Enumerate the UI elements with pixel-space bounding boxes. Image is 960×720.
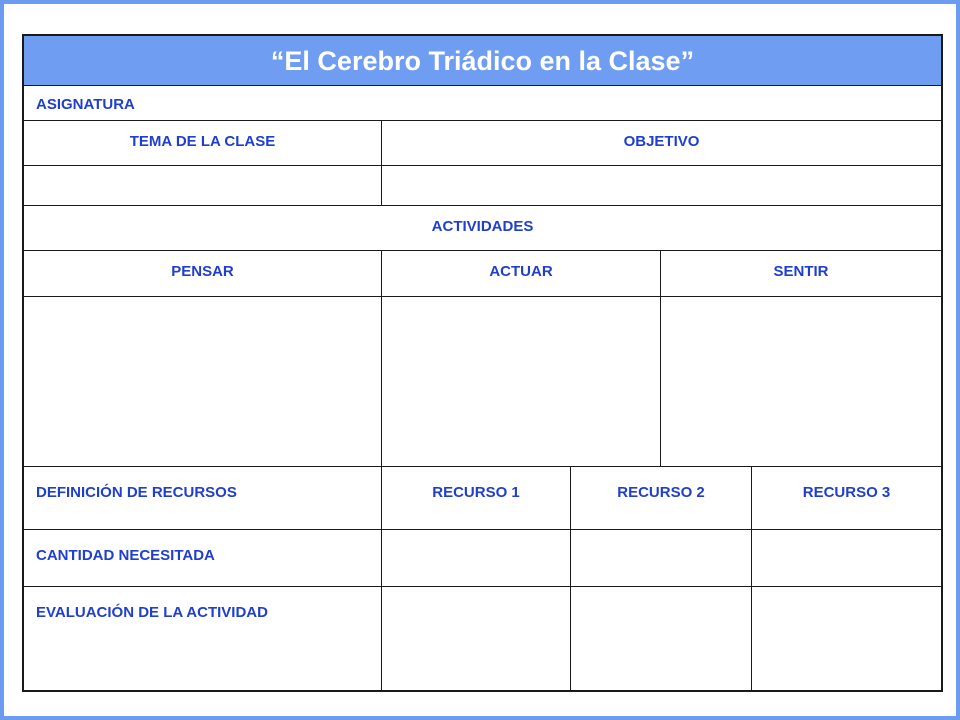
activity-columns-header-row: [24, 250, 941, 296]
activity-columns-input-row: [24, 296, 941, 466]
actuar-input-cell[interactable]: [381, 297, 660, 466]
definicion-recursos-label: DEFINICIÓN DE RECURSOS: [36, 484, 237, 501]
lesson-plan-table: [22, 34, 943, 692]
asignatura-row: [24, 85, 941, 120]
objetivo-input-cell[interactable]: [381, 166, 941, 205]
cantidad-recurso-2-cell[interactable]: [570, 530, 751, 586]
evaluacion-label: EVALUACIÓN DE LA ACTIVIDAD: [36, 604, 268, 621]
objetivo-header: OBJETIVO: [381, 121, 941, 165]
tema-objetivo-header-row: [24, 120, 941, 165]
tema-objetivo-input-row: [24, 165, 941, 205]
actuar-header: ACTUAR: [381, 251, 660, 296]
sentir-input-cell[interactable]: [660, 297, 941, 466]
recurso-2-header: RECURSO 2: [570, 467, 751, 529]
cantidad-label: CANTIDAD NECESITADA: [36, 547, 215, 564]
cantidad-recurso-1-cell[interactable]: [381, 530, 570, 586]
evaluacion-recurso-1-cell[interactable]: [381, 587, 570, 690]
cantidad-row: [24, 529, 941, 586]
cantidad-recurso-3-cell[interactable]: [751, 530, 941, 586]
pensar-input-cell[interactable]: [24, 297, 381, 466]
tema-input-cell[interactable]: [24, 166, 381, 205]
recurso-3-header: RECURSO 3: [751, 467, 941, 529]
sentir-header: SENTIR: [660, 251, 941, 296]
tema-header: TEMA DE LA CLASE: [129, 133, 276, 150]
title-row: [24, 36, 941, 85]
recurso-1-header: RECURSO 1: [381, 467, 570, 529]
recursos-header-row: [24, 466, 941, 529]
evaluacion-recurso-2-cell[interactable]: [570, 587, 751, 690]
actividades-header: ACTIVIDADES: [431, 218, 534, 235]
evaluacion-row: [24, 586, 941, 690]
asignatura-label: ASIGNATURA: [36, 96, 135, 113]
pensar-header: PENSAR: [171, 263, 234, 280]
actividades-row: [24, 205, 941, 250]
table-title: “El Cerebro Triádico en la Clase”: [270, 46, 695, 76]
evaluacion-recurso-3-cell[interactable]: [751, 587, 941, 690]
